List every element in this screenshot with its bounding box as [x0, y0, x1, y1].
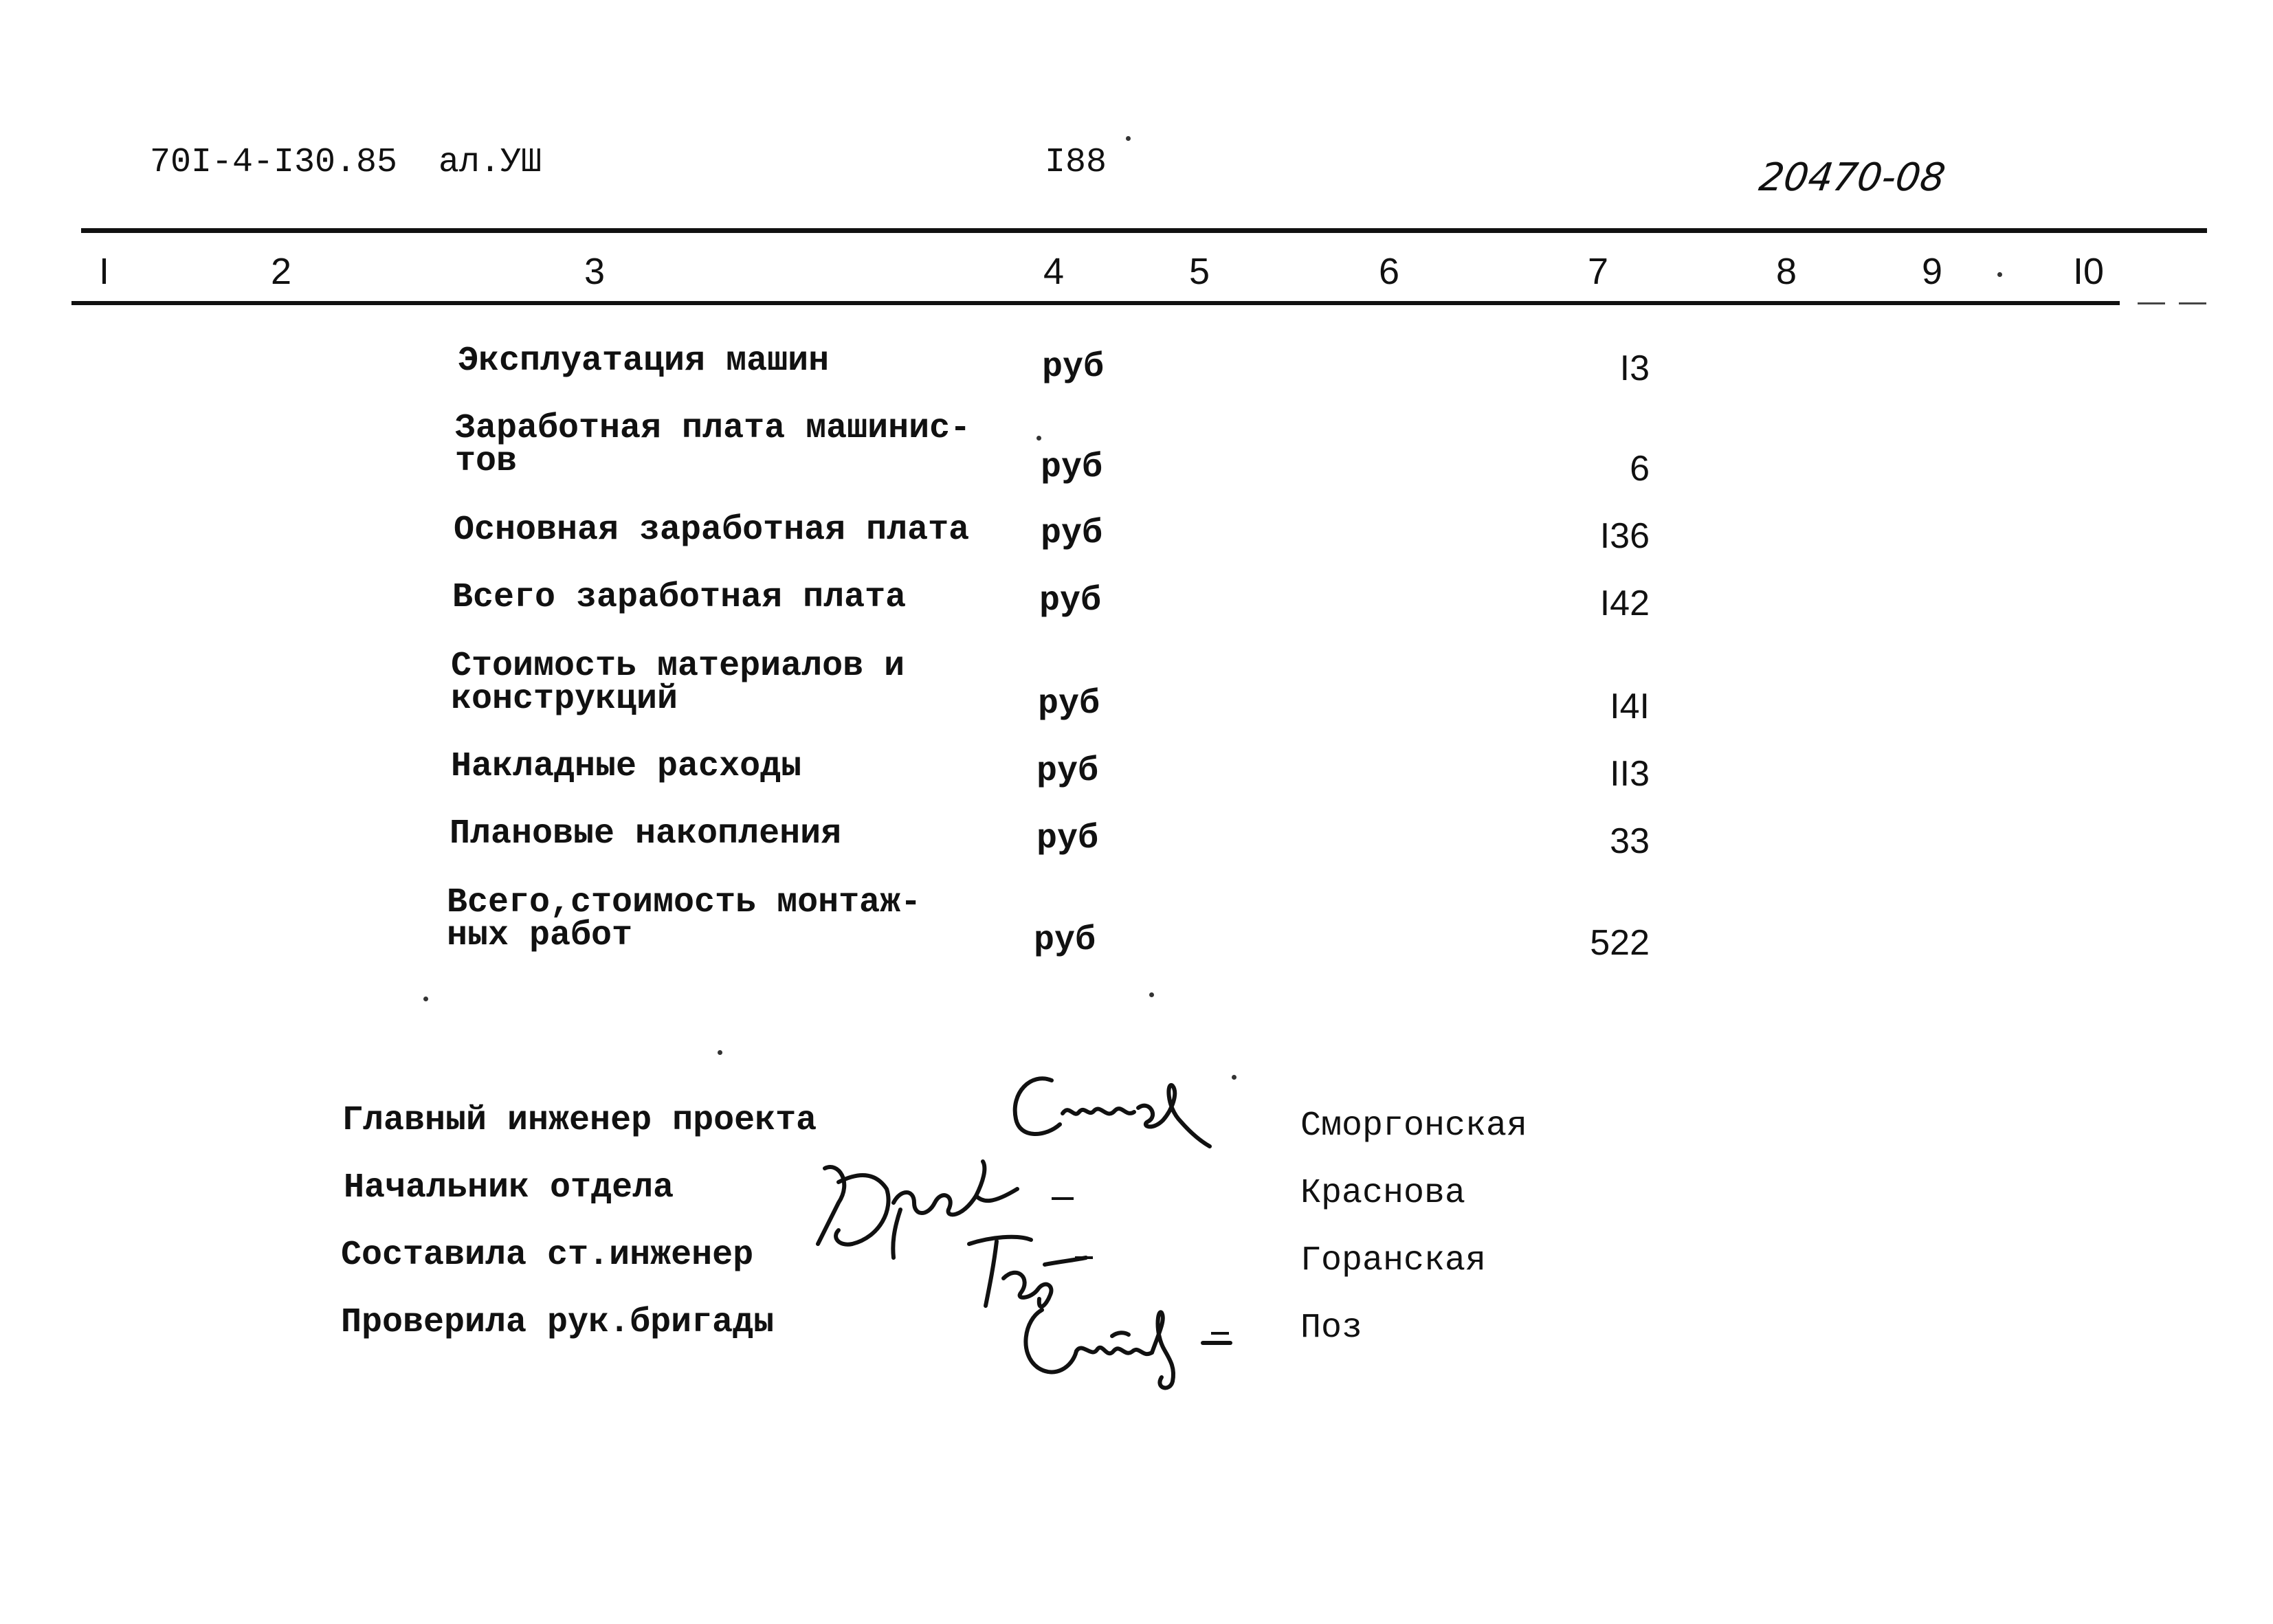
column-number: 5: [1189, 251, 1210, 292]
project-code: 70I-4-I30.85: [150, 143, 398, 182]
scan-speck: [718, 1050, 722, 1055]
column-number: 8: [1776, 251, 1797, 292]
row-unit: руб: [1036, 819, 1099, 858]
row-value: I42: [1599, 583, 1650, 623]
row-value: I36: [1599, 516, 1650, 556]
column-number: 2: [271, 251, 292, 292]
archive-number: 20470-08: [1756, 155, 1949, 200]
scan-speck: [1232, 1075, 1237, 1080]
row-label: Плановые накопления: [450, 814, 842, 854]
header-rule-top: [81, 228, 2207, 233]
signature-brigade-head: [1010, 1292, 1244, 1395]
header-rule-dash: [2138, 302, 2165, 304]
signatory-name: Поз: [1300, 1309, 1363, 1348]
row-label: Эксплуатация машин: [458, 342, 830, 381]
page-number: I88: [1045, 143, 1107, 182]
row-unit: руб: [1041, 514, 1103, 553]
column-number: 7: [1588, 251, 1609, 292]
row-unit: руб: [1036, 752, 1099, 791]
scan-speck: [1036, 436, 1041, 441]
column-number: 9: [1922, 251, 1943, 292]
row-label: Стоимость материалов и конструкций: [451, 647, 905, 719]
row-label: Всего,стоимость монтаж- ных работ: [447, 883, 922, 955]
row-label: Основная заработная плата: [454, 511, 970, 550]
scan-speck: [1126, 136, 1131, 141]
row-value: II3: [1610, 754, 1650, 794]
row-label: Накладные расходы: [451, 747, 802, 786]
scan-speck: [1149, 992, 1154, 997]
signatory-role: Составила ст.инженер: [341, 1236, 754, 1275]
column-number: I0: [2073, 251, 2105, 292]
signatory-role: Начальник отдела: [344, 1168, 674, 1208]
row-label: Заработная плата машинис- тов: [455, 409, 971, 481]
signatory-role: Главный инженер проекта: [342, 1101, 817, 1140]
row-unit: руб: [1042, 348, 1105, 387]
column-number: 4: [1043, 251, 1065, 292]
column-number: I: [99, 251, 110, 292]
header-rule-dash: [2179, 302, 2206, 304]
row-unit: руб: [1038, 685, 1100, 724]
scan-speck: [423, 997, 428, 1001]
scan-speck: [1997, 272, 2002, 277]
row-value: 522: [1590, 923, 1650, 963]
row-value: I4I: [1610, 687, 1650, 726]
signatory-name: Горанская: [1300, 1241, 1487, 1280]
row-unit: руб: [1039, 581, 1102, 621]
row-unit: руб: [1034, 921, 1096, 960]
row-unit: руб: [1041, 448, 1103, 487]
signatory-name: Краснова: [1300, 1174, 1466, 1213]
row-value: 33: [1610, 821, 1650, 861]
row-value: I3: [1619, 348, 1650, 388]
header-rule-bottom: [71, 301, 2120, 305]
signature-dash: [1075, 1256, 1093, 1259]
signature-dash: [1211, 1332, 1229, 1335]
signature-dash: [1052, 1197, 1074, 1200]
signatory-name: Сморгонская: [1300, 1106, 1528, 1146]
row-label: Всего заработная плата: [452, 578, 907, 617]
column-number: 6: [1379, 251, 1400, 292]
row-value: 6: [1630, 449, 1650, 489]
column-number: 3: [584, 251, 606, 292]
signatory-role: Проверила рук.бригады: [341, 1303, 775, 1342]
sheet-label: ал.УШ: [439, 143, 542, 182]
